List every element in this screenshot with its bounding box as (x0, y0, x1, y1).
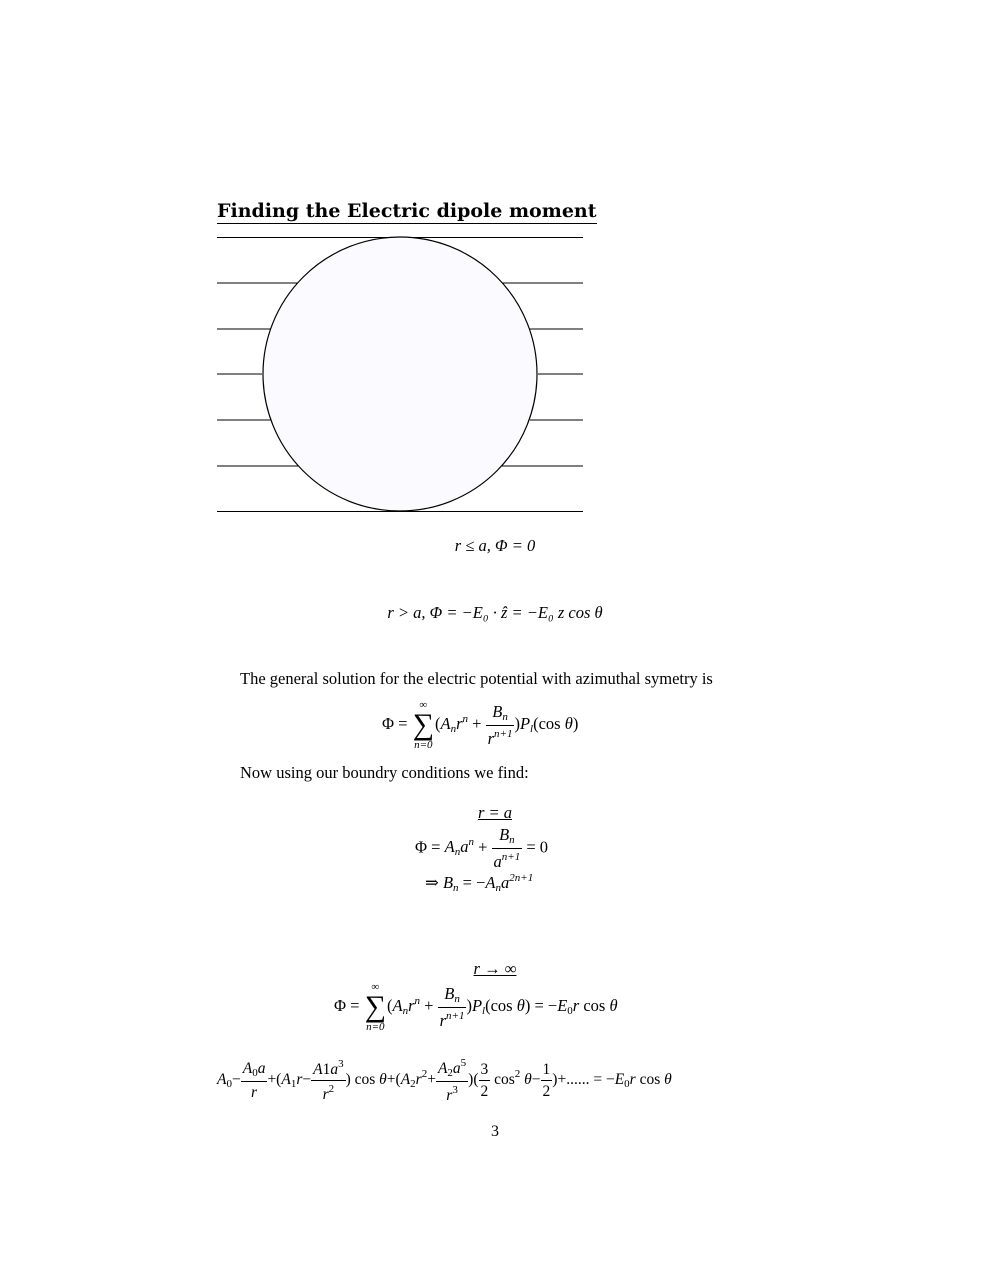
paragraph-boundary: Now using our boundry conditions we find: (240, 763, 529, 782)
condition-r-infinity: r → ∞ (473, 959, 517, 978)
condition-r-equals-a: r = a (477, 803, 513, 822)
paragraph-general-solution: The general solution for the electric potential with azimuthal symetry is (240, 669, 713, 688)
equation-expansion: $A_0-$ $\frac{A_0a}{r}$ $+(A_1r-$ $\frac{A1a^3}{r^2}$ ) $\cos \theta+(A_2r^2+$ $\frac{A_2a^5}{r^3}$ )( $\frac{3}{2}$ $\cos^2 \theta-$ $\frac{1}{2}$ )+...... = $-E_0r$ cos θ (217, 1057, 672, 1105)
sphere-in-field-figure (215, 233, 587, 517)
page-number: 3 (491, 1123, 499, 1140)
conducting-sphere (263, 237, 537, 511)
equation-general-solution: Φ = ∞ ∑ n=0 ($A_nr^n$ + $\frac{B_n}{r^{n+1}}$ )$P_l(\cos$ θ) (382, 699, 579, 751)
section-title: Finding the Electric dipole moment (217, 200, 597, 222)
equation-boundary-a: $\Phi = A_na^n$ + $\frac{B_n}{a^{n+1}}$ = 0 (415, 825, 549, 872)
equation-infinity: Φ = ∞ ∑ n=0 ($A_nr^n$ + $\frac{B_n}{r^{n+1}}$ )$P_l(\cos$ $\theta) = -E_0r$ cos θ (334, 981, 618, 1033)
equation-inside: r ≤ a, Φ = 0 (454, 536, 536, 555)
equation-bn-result: ⇒ $B_n = -A_na^{2n+1}$ (425, 872, 534, 894)
equation-outside: r > a, Φ = −E₀ · ẑ = −E₀ z cos θ (387, 603, 603, 622)
